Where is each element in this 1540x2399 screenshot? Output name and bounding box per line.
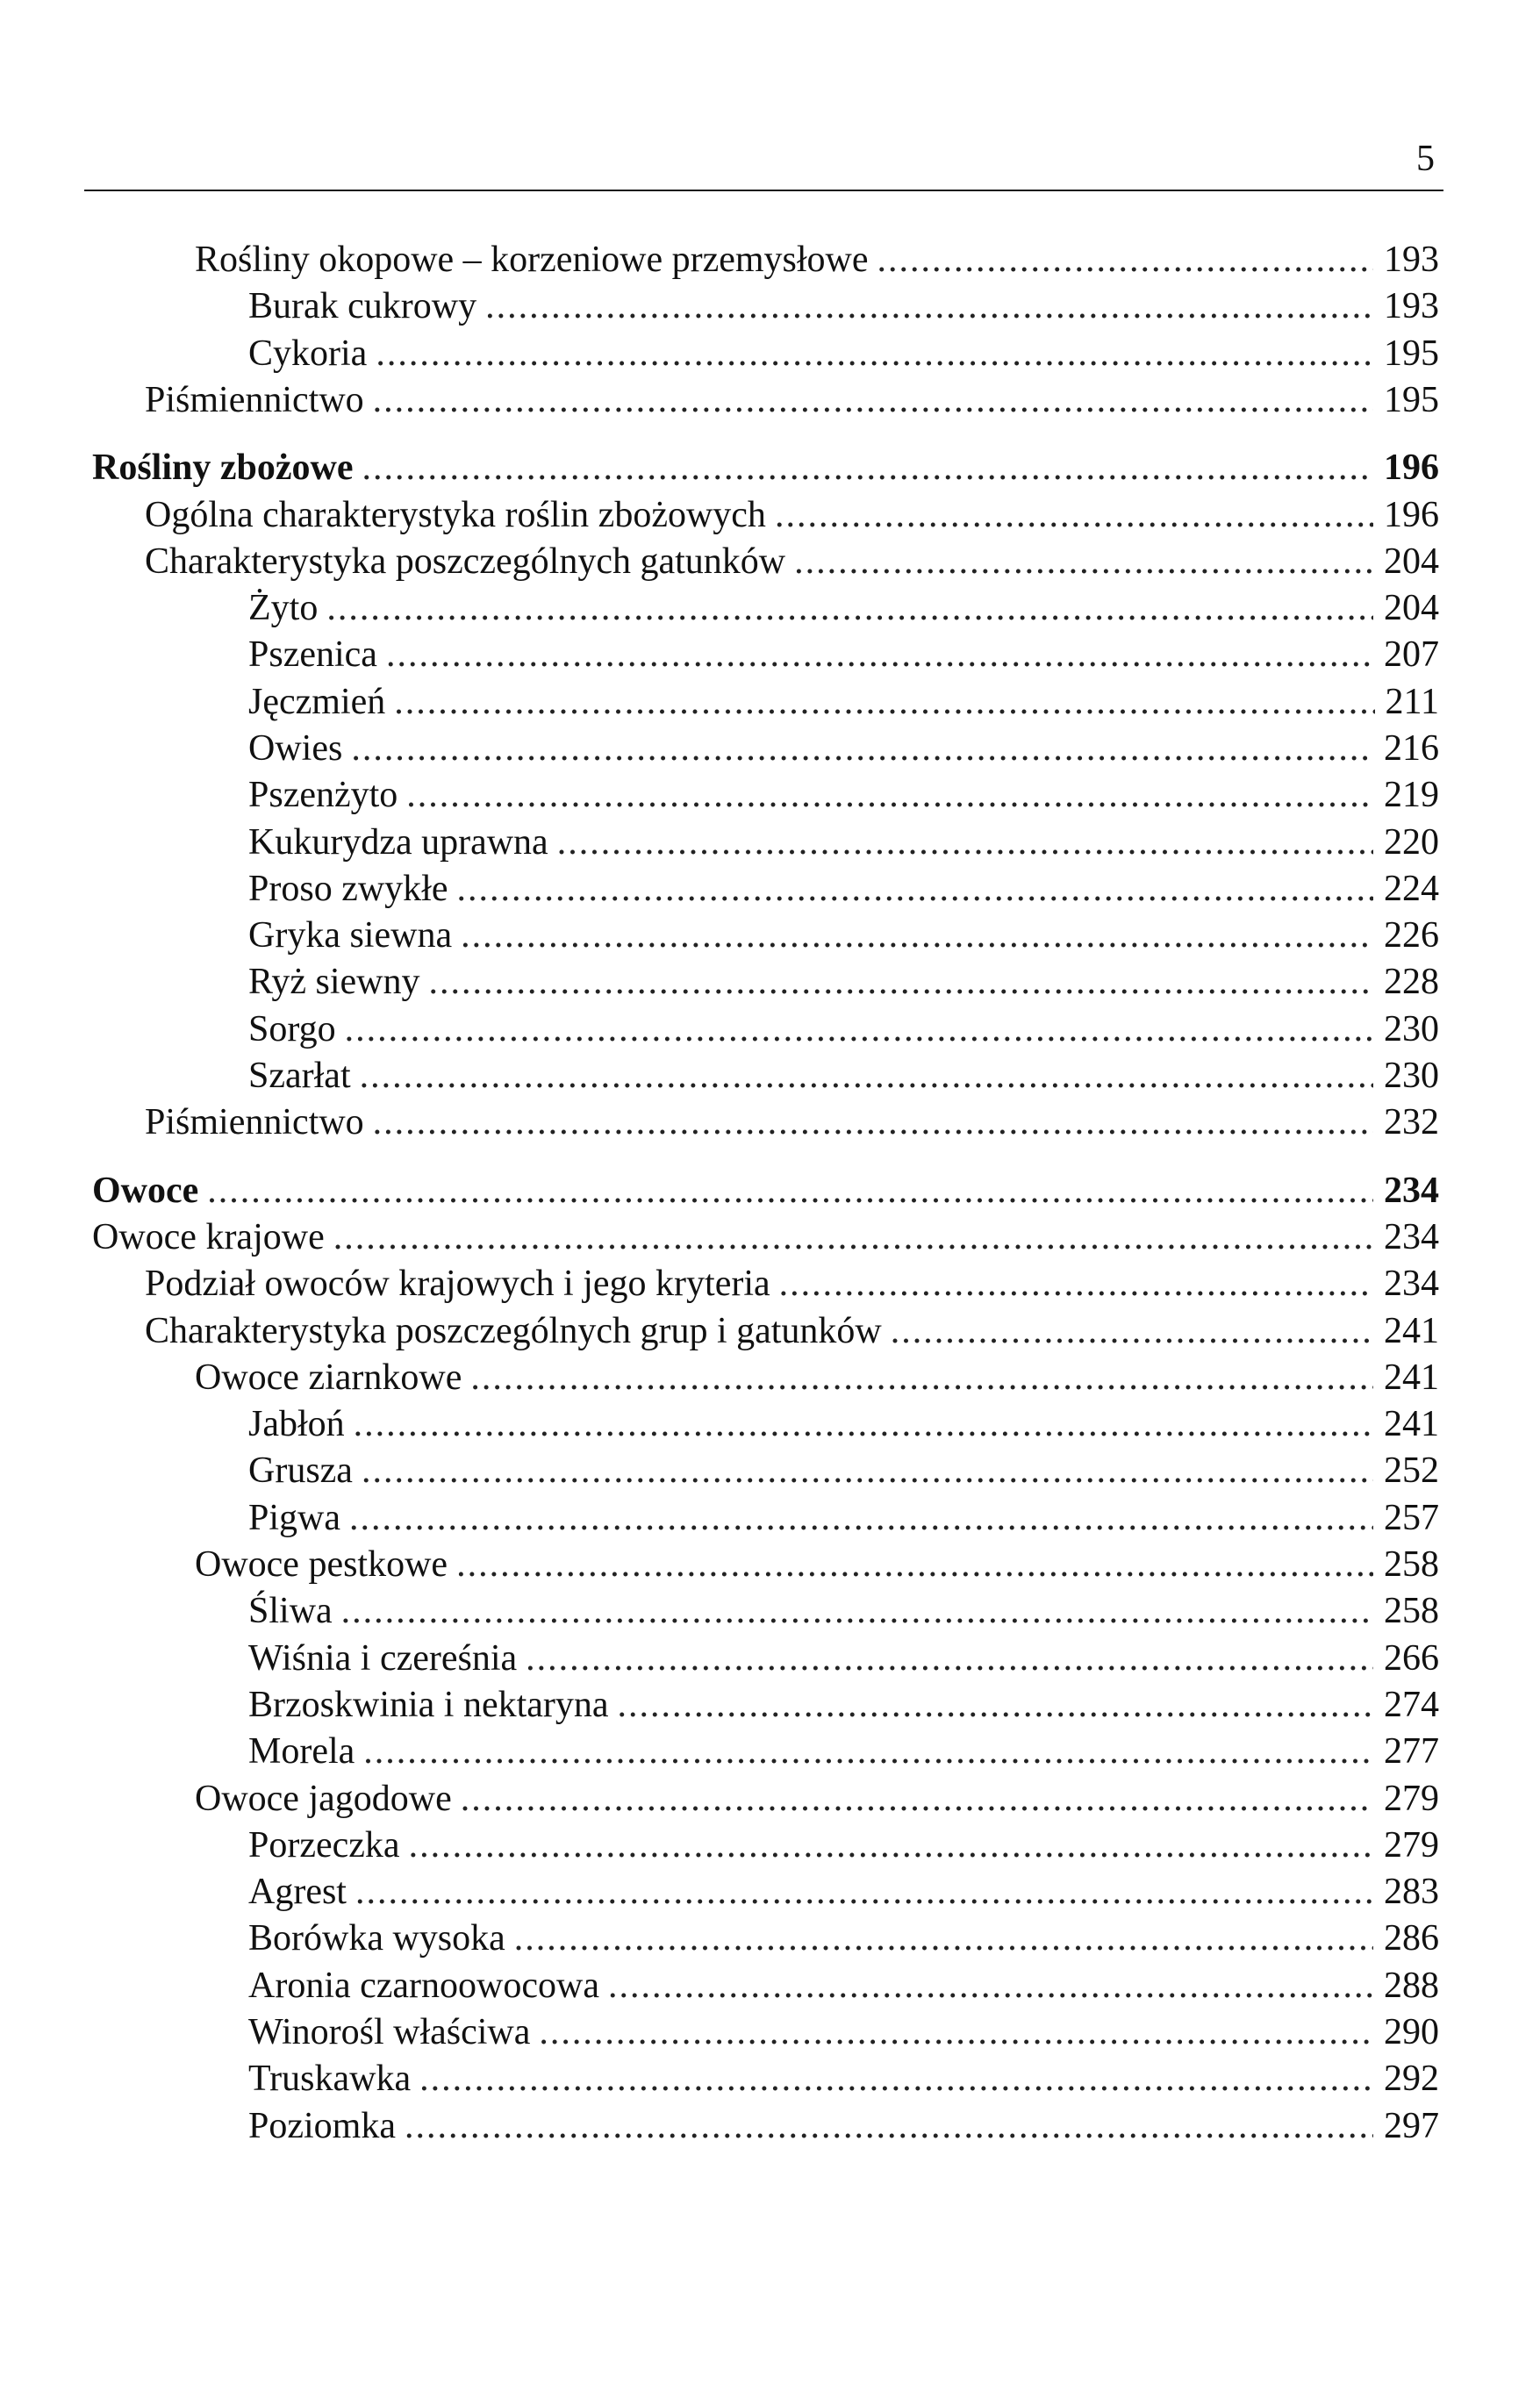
toc-leader-dots: [877, 237, 1373, 283]
toc-leader-dots: [779, 1261, 1373, 1307]
toc-entry: [0, 1261, 1439, 1307]
toc-entry-title: Burak cukrowy: [248, 286, 477, 326]
toc-entry-title: Ryż siewny: [248, 962, 420, 1002]
toc-entry-title: Charakterystyka poszczególnych grup i gatunków: [145, 1311, 882, 1351]
toc-leader-dots: [341, 1588, 1373, 1634]
toc-entry-page: 241: [1384, 1311, 1439, 1351]
toc-entry-page: 286: [1384, 1918, 1439, 1959]
toc-leader-dots: [345, 1006, 1373, 1052]
toc-entry-title: Rośliny okopowe – korzeniowe przemysłowe: [195, 240, 869, 280]
toc-entry: [0, 585, 1439, 631]
toc-entry-page: 290: [1384, 2012, 1439, 2052]
toc-entry-title: Jabłoń: [248, 1404, 345, 1444]
toc-leader-dots: [351, 726, 1373, 771]
toc-leader-dots: [608, 1963, 1373, 2009]
toc-entry: [0, 1214, 1439, 1260]
toc-entry: [0, 1542, 1439, 1587]
toc-leader-dots: [514, 1916, 1373, 1961]
toc-leader-dots: [376, 331, 1373, 376]
toc-entry-page: 292: [1384, 2059, 1439, 2099]
toc-entry-title: Piśmiennictwo: [145, 1102, 364, 1142]
toc-entry: [0, 331, 1439, 376]
toc-entry: [0, 377, 1439, 423]
toc-entry-title: Owoce jagodowe: [195, 1779, 452, 1819]
toc-entry-page: 230: [1384, 1056, 1439, 1096]
toc-leader-dots: [618, 1682, 1373, 1728]
toc-entry-title: Poziomka: [248, 2106, 396, 2146]
toc-entry: [0, 1053, 1439, 1099]
toc-entry: [0, 726, 1439, 771]
toc-entry-title: Winorośl właściwa: [248, 2012, 531, 2052]
toc-entry-page: 279: [1384, 1779, 1439, 1819]
toc-entry: [0, 1823, 1439, 1868]
toc-leader-dots: [355, 1869, 1373, 1915]
toc-leader-dots: [775, 492, 1373, 538]
toc-entry: [0, 492, 1439, 538]
toc-leader-dots: [362, 445, 1374, 491]
toc-entry-title: Gryka siewna: [248, 915, 453, 956]
toc-entry: [0, 1682, 1439, 1728]
toc-entry: [0, 445, 1439, 491]
toc-entry-page: 241: [1384, 1404, 1439, 1444]
toc-leader-dots: [470, 1355, 1373, 1400]
toc-entry: [0, 283, 1439, 329]
toc-leader-dots: [373, 377, 1373, 423]
toc-leader-dots: [456, 1542, 1373, 1587]
toc-entry-page: 288: [1384, 1966, 1439, 2006]
toc-leader-dots: [405, 2103, 1373, 2149]
toc-entry-title: Pigwa: [248, 1498, 340, 1538]
toc-entry-page: 207: [1384, 634, 1439, 675]
toc-entry-page: 195: [1384, 333, 1439, 374]
toc-entry-page: 228: [1384, 962, 1439, 1002]
toc-entry-page: 196: [1384, 448, 1439, 488]
toc-entry-page: 219: [1384, 775, 1439, 815]
toc-entry: [0, 1963, 1439, 2009]
toc-entry-title: Proso zwykłe: [248, 869, 448, 909]
toc-leader-dots: [526, 1636, 1373, 1681]
toc-entry: [0, 2056, 1439, 2102]
toc-leader-dots: [539, 2009, 1373, 2055]
toc-entry-title: Brzoskwinia i nektaryna: [248, 1685, 609, 1725]
toc-entry-page: 297: [1384, 2106, 1439, 2146]
toc-entry-title: Truskawka: [248, 2059, 412, 2099]
toc-entry: [0, 2009, 1439, 2055]
toc-entry-title: Rośliny zbożowe: [92, 448, 354, 488]
toc-entry-title: Żyto: [248, 588, 319, 628]
toc-entry: [0, 1448, 1439, 1493]
toc-entry-page: 257: [1384, 1498, 1439, 1538]
toc-entry-page: 224: [1384, 869, 1439, 909]
toc-entry: [0, 1495, 1439, 1541]
toc-leader-dots: [373, 1099, 1373, 1145]
toc-entry-page: 193: [1384, 286, 1439, 326]
toc-entry: [0, 772, 1439, 818]
toc-entry-page: 204: [1384, 588, 1439, 628]
toc-entry: [0, 1099, 1439, 1145]
toc-entry-page: 274: [1384, 1685, 1439, 1725]
toc-entry-title: Ogólna charakterystyka roślin zbożowych: [145, 495, 766, 535]
toc-entry-page: 232: [1384, 1102, 1439, 1142]
toc-leader-dots: [386, 632, 1373, 677]
toc-entry-title: Owies: [248, 728, 343, 769]
toc-entry: [0, 1308, 1439, 1354]
toc-entry-page: 279: [1384, 1825, 1439, 1865]
toc-leader-dots: [461, 913, 1373, 958]
toc-leader-dots: [456, 866, 1373, 912]
toc-entry-title: Cykoria: [248, 333, 368, 374]
toc-entry-title: Aronia czarnoowocowa: [248, 1966, 599, 2006]
toc-leader-dots: [794, 539, 1373, 584]
toc-entry-page: 258: [1384, 1591, 1439, 1631]
toc-entry-page: 241: [1384, 1357, 1439, 1398]
toc-entry-title: Agrest: [248, 1872, 347, 1912]
toc-entry-page: 195: [1384, 380, 1439, 420]
toc-entry: [0, 1355, 1439, 1400]
toc-entry-page: 196: [1384, 495, 1439, 535]
toc-entry: [0, 1776, 1439, 1822]
toc-entry-title: Borówka wysoka: [248, 1918, 505, 1959]
toc-leader-dots: [333, 1214, 1373, 1260]
header-rule: [84, 190, 1443, 191]
toc-entry: [0, 1916, 1439, 1961]
toc-entry-page: 277: [1384, 1731, 1439, 1772]
toc-entry-page: 216: [1384, 728, 1439, 769]
toc-entry-title: Sorgo: [248, 1009, 336, 1049]
toc-entry-page: 193: [1384, 240, 1439, 280]
toc-entry-page: 211: [1385, 682, 1439, 722]
toc-leader-dots: [419, 2056, 1373, 2102]
toc-entry-title: Grusza: [248, 1450, 353, 1491]
toc-entry-page: 283: [1384, 1872, 1439, 1912]
toc-leader-dots: [485, 283, 1373, 329]
toc-entry-title: Owoce pestkowe: [195, 1544, 448, 1585]
toc-entry: [0, 866, 1439, 912]
toc-entry: [0, 1729, 1439, 1774]
toc-entry: [0, 1401, 1439, 1447]
toc-entry: [0, 1006, 1439, 1052]
toc-entry-title: Wiśnia i czereśnia: [248, 1638, 518, 1679]
toc-entry-page: 234: [1384, 1171, 1439, 1211]
toc-entry-title: Owoce krajowe: [92, 1217, 325, 1257]
toc-entry: [0, 679, 1439, 725]
toc-entry: [0, 632, 1439, 677]
toc-entry: [0, 959, 1439, 1005]
toc-entry-title: Charakterystyka poszczególnych gatunków: [145, 541, 786, 582]
toc-entry-title: Jęczmień: [248, 682, 386, 722]
toc-entry: [0, 1168, 1439, 1214]
toc-entry-title: Owoce: [92, 1171, 199, 1211]
toc-entry-page: 252: [1384, 1450, 1439, 1491]
toc-entry: [0, 1869, 1439, 1915]
toc-leader-dots: [428, 959, 1373, 1005]
toc-entry-title: Kukurydza uprawna: [248, 822, 548, 863]
toc-leader-dots: [354, 1401, 1373, 1447]
toc-leader-dots: [406, 772, 1373, 818]
toc-entry-page: 266: [1384, 1638, 1439, 1679]
toc-entry-title: Piśmiennictwo: [145, 380, 364, 420]
toc-entry-title: Pszenżyto: [248, 775, 398, 815]
toc-entry: [0, 237, 1439, 283]
toc-entry: [0, 539, 1439, 584]
toc-leader-dots: [394, 679, 1374, 725]
toc-entry: [0, 1636, 1439, 1681]
toc-leader-dots: [557, 820, 1373, 865]
toc-entry-title: Morela: [248, 1731, 355, 1772]
toc-entry-page: 234: [1384, 1217, 1439, 1257]
toc-leader-dots: [363, 1729, 1373, 1774]
toc-leader-dots: [326, 585, 1373, 631]
toc-entry-title: Owoce ziarnkowe: [195, 1357, 462, 1398]
toc-entry: [0, 2103, 1439, 2149]
toc-leader-dots: [349, 1495, 1373, 1541]
toc-leader-dots: [409, 1823, 1373, 1868]
toc-entry-page: 204: [1384, 541, 1439, 582]
toc-entry-title: Porzeczka: [248, 1825, 400, 1865]
toc-entry-title: Szarłat: [248, 1056, 351, 1096]
toc-leader-dots: [207, 1168, 1373, 1214]
toc-leader-dots: [362, 1448, 1373, 1493]
toc-leader-dots: [461, 1776, 1373, 1822]
toc-entry: [0, 913, 1439, 958]
toc-entry-page: 230: [1384, 1009, 1439, 1049]
toc-leader-dots: [360, 1053, 1373, 1099]
toc-entry: [0, 1588, 1439, 1634]
toc-leader-dots: [891, 1308, 1373, 1354]
toc-entry-title: Podział owoców krajowych i jego kryteria: [145, 1264, 770, 1304]
toc-entry-page: 258: [1384, 1544, 1439, 1585]
toc-entry-title: Pszenica: [248, 634, 377, 675]
page-number: 5: [1416, 139, 1435, 179]
toc-entry-page: 226: [1384, 915, 1439, 956]
toc-entry-page: 220: [1384, 822, 1439, 863]
toc-entry: [0, 820, 1439, 865]
toc-entry-title: Śliwa: [248, 1591, 333, 1631]
toc-entry-page: 234: [1384, 1264, 1439, 1304]
